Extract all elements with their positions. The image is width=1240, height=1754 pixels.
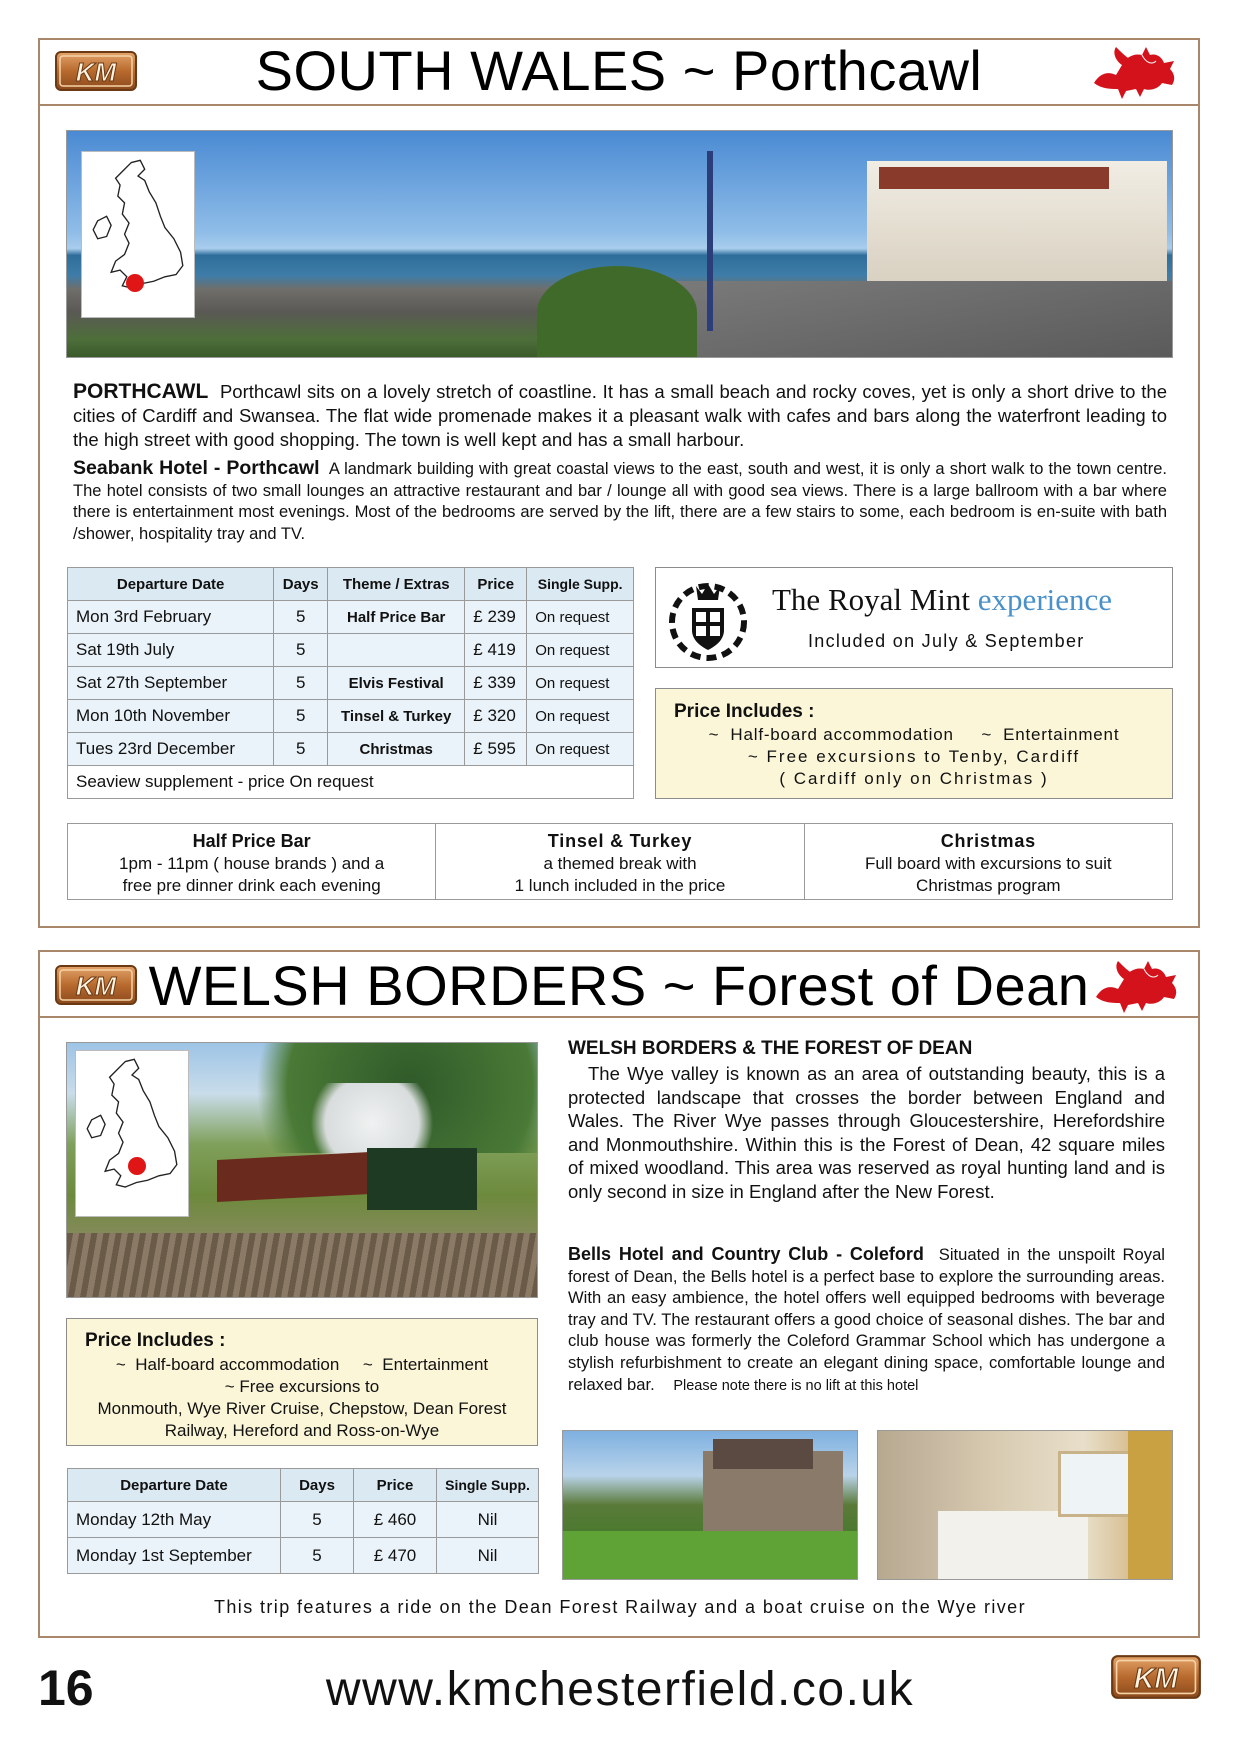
welsh-borders-header — [40, 952, 1198, 1018]
page-title: SOUTH WALES ~ Porthcawl — [255, 39, 983, 102]
theme-title: Tinsel & Turkey — [547, 831, 693, 851]
location-marker — [128, 1157, 146, 1175]
days: 5 — [281, 1502, 354, 1538]
welsh-dragon-icon — [1088, 957, 1184, 1017]
days: 5 — [274, 700, 328, 733]
single-supp: On request — [527, 634, 634, 667]
borders-departure-table — [67, 1468, 539, 1574]
col-single-supp: Single Supp. — [437, 1469, 539, 1502]
railway-tracks — [67, 1233, 538, 1298]
price-includes-line: ~ Half-board accommodation ~ Entertainment — [708, 725, 1120, 744]
theme-title: Christmas — [940, 831, 1036, 851]
table-row — [68, 1502, 539, 1538]
theme: Elvis Festival — [328, 667, 465, 700]
price-includes-line: ~ Free excursions to Tenby, Cardiff — [747, 747, 1081, 766]
royal-mint-title-b: experience — [977, 582, 1113, 617]
theme-half-price-bar — [68, 824, 436, 899]
price-includes-title: Price Includes : — [85, 1330, 226, 1351]
uk-location-map — [81, 151, 195, 318]
departure-date: Mon 10th November — [68, 700, 274, 733]
col-days: Days — [281, 1469, 354, 1502]
curtain — [1128, 1431, 1173, 1580]
col-price: Price — [354, 1469, 437, 1502]
single-supp: Nil — [437, 1502, 539, 1538]
no-lift-note: Please note there is no lift at this hotel — [673, 1377, 919, 1394]
days: 5 — [281, 1538, 354, 1574]
price-includes-line: ~ Free excursions to — [224, 1377, 380, 1396]
royal-mint-title — [772, 582, 1112, 618]
lamp-post — [707, 151, 713, 331]
south-departure-table — [67, 567, 634, 799]
porthcawl-intro — [73, 380, 1167, 452]
theme-line: Full board with excursions to suit — [865, 854, 1112, 873]
hotel-exterior-photo — [562, 1430, 858, 1580]
themes-strip — [67, 823, 1173, 900]
section-title: WELSH BORDERS ~ Forest of Dean — [148, 954, 1090, 1017]
table-row — [68, 700, 634, 733]
theme-line: a themed break with — [543, 854, 697, 873]
table-row — [68, 601, 634, 634]
price: £ 460 — [354, 1502, 437, 1538]
theme-christmas — [805, 824, 1172, 899]
window — [1058, 1451, 1134, 1517]
table-header-row — [68, 568, 634, 601]
porthcawl-intro-text: Porthcawl sits on a lovely stretch of coastline. It has a small beach and rocky coves, yet is only a short drive to the cities of Cardiff and Swansea. The flat wide promenade makes it a pleasant walk with cafes and bars along the waterfront leading to the high street with good shopping. The town is well kept and has a small harbour. — [73, 381, 1167, 450]
theme-tinsel-turkey — [436, 824, 804, 899]
hotel-bedroom-photo — [877, 1430, 1173, 1580]
price-includes-title: Price Includes : — [674, 701, 815, 722]
table-footer-row — [68, 766, 634, 799]
col-price: Price — [465, 568, 527, 601]
uk-map-icon — [76, 1051, 188, 1216]
welsh-borders-heading: WELSH BORDERS & THE FOREST OF DEAN — [568, 1038, 973, 1059]
table-row — [68, 733, 634, 766]
roof — [713, 1439, 813, 1469]
location-marker — [126, 274, 144, 292]
locomotive — [367, 1148, 477, 1210]
borders-price-includes — [66, 1318, 538, 1446]
theme-line: 1 lunch included in the price — [514, 876, 726, 895]
days: 5 — [274, 601, 328, 634]
price-includes-line: ~ Half-board accommodation ~ Entertainment — [115, 1355, 489, 1374]
table-header-row — [68, 1469, 539, 1502]
km-logo — [1110, 1652, 1202, 1702]
south-price-includes — [655, 688, 1173, 799]
porthcawl-heading: PORTHCAWL — [73, 380, 209, 403]
col-days: Days — [274, 568, 328, 601]
seabank-description — [73, 458, 1167, 545]
price-includes-line: ( Cardiff only on Christmas ) — [779, 769, 1049, 788]
lawn — [563, 1531, 858, 1580]
theme-line: 1pm - 11pm ( house brands ) and a — [119, 854, 385, 873]
bells-hotel-heading: Bells Hotel and Country Club - Coleford — [568, 1244, 924, 1264]
bells-hotel-text: Situated in the unspoilt Royal forest of Dean, the Bells hotel is a perfect base to explore the surrounding areas. With an easy ambience, the hotel offers well equipped bedrooms with beverage tray and TV. The restaurant offers a good choice of seasonal dishes. The bar and club house was formerly the Coleford Grammar School which has undergone a stylish refurbishment to create an elegant dining space, comfortable lounge and relaxed bar. — [568, 1245, 1165, 1394]
departure-date: Tues 23rd December — [68, 733, 274, 766]
road — [667, 281, 1173, 358]
steam-train-photo — [66, 1042, 538, 1298]
col-departure-date: Departure Date — [68, 568, 274, 601]
page-number: 16 — [38, 1660, 94, 1716]
col-single-supp: Single Supp. — [527, 568, 634, 601]
single-supp: On request — [527, 733, 634, 766]
single-supp: On request — [527, 601, 634, 634]
porthcawl-photo — [66, 130, 1173, 358]
departure-date: Sat 19th July — [68, 634, 274, 667]
single-supp: On request — [527, 700, 634, 733]
col-theme: Theme / Extras — [328, 568, 465, 601]
royal-mint-subtitle: Included on July & September — [808, 631, 1085, 651]
hedge — [537, 266, 697, 358]
uk-map-icon — [82, 152, 194, 317]
price: £ 320 — [465, 700, 527, 733]
trip-features-note: This trip features a ride on the Dean Forest Railway and a boat cruise on the Wye river — [214, 1597, 1026, 1617]
days: 5 — [274, 733, 328, 766]
price: £ 339 — [465, 667, 527, 700]
royal-mint-title-a: The Royal Mint — [772, 582, 971, 617]
royal-mint-crest-icon — [666, 578, 750, 662]
single-supp: On request — [527, 667, 634, 700]
theme: Tinsel & Turkey — [328, 700, 465, 733]
theme-line: free pre dinner drink each evening — [122, 876, 381, 895]
south-wales-header — [40, 40, 1198, 106]
departure-date: Mon 3rd February — [68, 601, 274, 634]
welsh-borders-description: The Wye valley is known as an area of outstanding beauty, this is a protected landscape that crosses the border between England and Wales. The River Wye passes through Gloucestershire, Herefordshire and Monmouthshire. Within this is the Forest of Dean, 42 square miles of mixed woodland. This area was reserved as royal hunting land and is only second in size in England after the New Forest. — [568, 1063, 1165, 1202]
price: £ 595 — [465, 733, 527, 766]
price: £ 419 — [465, 634, 527, 667]
departure-date: Monday 12th May — [68, 1502, 281, 1538]
theme — [328, 634, 465, 667]
price-includes-line: Monmouth, Wye River Cruise, Chepstow, Dean Forest Railway, Hereford and Ross-on-Wye — [97, 1399, 507, 1440]
royal-mint-box — [655, 567, 1173, 668]
departure-date: Monday 1st September — [68, 1538, 281, 1574]
col-departure-date: Departure Date — [68, 1469, 281, 1502]
days: 5 — [274, 667, 328, 700]
seabank-text: A landmark building with great coastal views to the east, south and west, it is only a short walk to the town centre. The hotel consists of two small lounges an attractive restaurant and bar / lounge all with good sea views. There is a large ballroom with a bar where there is entertainment most evenings. Most of the bedrooms are served by the lift, there are a few stairs to some, each bedroom is en-suite with bath /shower, hospitality tray and TV. — [73, 460, 1167, 543]
welsh-dragon-icon — [1086, 43, 1182, 103]
table-row — [68, 1538, 539, 1574]
table-row — [68, 634, 634, 667]
theme-line: Christmas program — [916, 876, 1061, 895]
website-url[interactable]: www.kmchesterfield.co.uk — [325, 1663, 915, 1716]
bed — [938, 1511, 1088, 1580]
days: 5 — [274, 634, 328, 667]
hotel-roof — [879, 167, 1109, 189]
price: £ 239 — [465, 601, 527, 634]
bells-hotel-description — [568, 1244, 1165, 1397]
single-supp: Nil — [437, 1538, 539, 1574]
departure-date: Sat 27th September — [68, 667, 274, 700]
uk-location-map — [75, 1050, 189, 1217]
theme-title: Half Price Bar — [192, 831, 311, 851]
seabank-heading: Seabank Hotel - Porthcawl — [73, 457, 320, 479]
price: £ 470 — [354, 1538, 437, 1574]
theme: Christmas — [328, 733, 465, 766]
seaview-supplement: Seaview supplement - price On request — [68, 766, 634, 799]
table-row — [68, 667, 634, 700]
theme: Half Price Bar — [328, 601, 465, 634]
